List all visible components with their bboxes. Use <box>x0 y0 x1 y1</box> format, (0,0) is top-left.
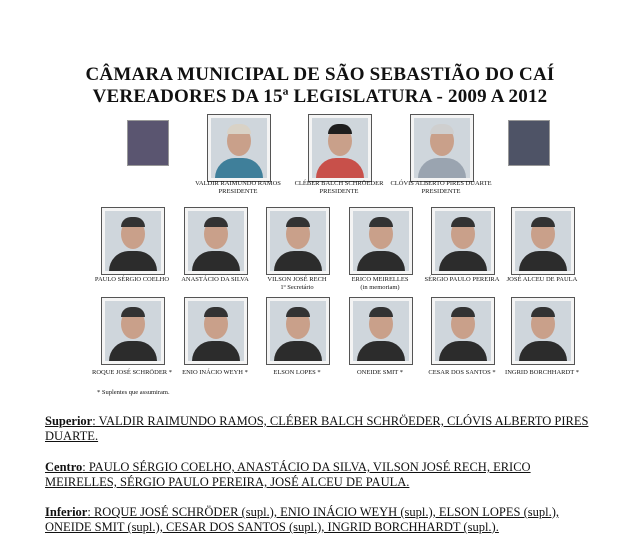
caption-inferior <box>45 505 605 535</box>
caption-centro <box>45 460 605 490</box>
name-text: JOSÉ ALCEU DE PAULA <box>506 276 578 283</box>
councillor-name <box>482 369 602 377</box>
councillor-photo <box>511 207 575 275</box>
caption-label: Inferior <box>45 505 88 519</box>
caption-label: Superior <box>45 414 93 428</box>
councillor-photo <box>184 297 248 365</box>
name-text: ONEIDE SMIT * <box>356 369 404 376</box>
councillor-photo <box>349 207 413 275</box>
name-text: CLÉBER BALCH SCHRÖEDER <box>294 180 384 187</box>
name-text: ERICO MEIRELLES <box>351 276 409 283</box>
caption-superior <box>45 414 605 444</box>
councillor-photo <box>410 114 474 182</box>
chamber-emblem <box>508 120 550 166</box>
name-text: ROQUE JOSÉ SCHRÖDER * <box>92 369 172 376</box>
councillor-photo <box>511 297 575 365</box>
name-text: ENIO INÁCIO WEYH * <box>182 369 248 376</box>
councillor-photo <box>184 207 248 275</box>
caption-text: : ROQUE JOSÉ SCHRÖDER (supl.), ENIO INÁCIO WEYH (supl.), ELSON LOPES (supl.), ONEIDE SMIT (supl.), CESAR DOS SANTOS (supl.), INGRID BORCHHARDT (supl.). <box>45 505 559 534</box>
councillor-photo <box>101 297 165 365</box>
role-text: PRESIDENTE <box>421 188 461 195</box>
councillor-name <box>381 180 501 196</box>
name-text: VALDIR RAIMUNDO RAMOS <box>195 180 281 187</box>
name-text: INGRID BORCHHARDT * <box>505 369 579 376</box>
footnote: * Suplentes que assumiram. <box>97 389 170 396</box>
councillor-photo <box>431 207 495 275</box>
councillor-photo <box>349 297 413 365</box>
name-text: CLÓVIS ALBERTO PIRES DUARTE <box>390 180 492 187</box>
councillor-photo <box>431 297 495 365</box>
role-text: 1º Secretário <box>280 284 314 291</box>
councillor-name <box>482 276 602 284</box>
name-text: CESAR DOS SANTOS * <box>428 369 496 376</box>
municipal-coat-of-arms-emblem <box>127 120 169 166</box>
councillor-photo <box>308 114 372 182</box>
councillor-photo <box>207 114 271 182</box>
name-text: PAULO SÉRGIO COELHO <box>94 276 170 283</box>
name-text: VILSON JOSÉ RECH <box>267 276 327 283</box>
name-text: ANASTÁCIO DA SILVA <box>181 276 249 283</box>
role-text: (in memoriam) <box>360 284 400 291</box>
councillor-photo <box>101 207 165 275</box>
caption-text: : PAULO SÉRGIO COELHO, ANASTÁCIO DA SILVA, VILSON JOSÉ RECH, ERICO MEIRELLES, SÉRGIO PAULO PEREIRA, JOSÉ ALCEU DE PAULA. <box>45 460 531 489</box>
role-text: PRESIDENTE <box>218 188 258 195</box>
councillor-photo <box>266 207 330 275</box>
role-text: PRESIDENTE <box>319 188 359 195</box>
caption-label: Centro <box>45 460 83 474</box>
caption-text: : VALDIR RAIMUNDO RAMOS, CLÉBER BALCH SCHRÖEDER, CLÓVIS ALBERTO PIRES DUARTE. <box>45 414 589 443</box>
councillor-photo <box>266 297 330 365</box>
document-title: CÂMARA MUNICIPAL DE SÃO SEBASTIÃO DO CAÍ <box>85 64 555 85</box>
name-text: ELSON LOPES * <box>273 369 321 376</box>
document-subtitle: VEREADORES DA 15ª LEGISLATURA - 2009 A 2012 <box>92 86 548 107</box>
name-text: SÉRGIO PAULO PEREIRA <box>424 276 500 283</box>
